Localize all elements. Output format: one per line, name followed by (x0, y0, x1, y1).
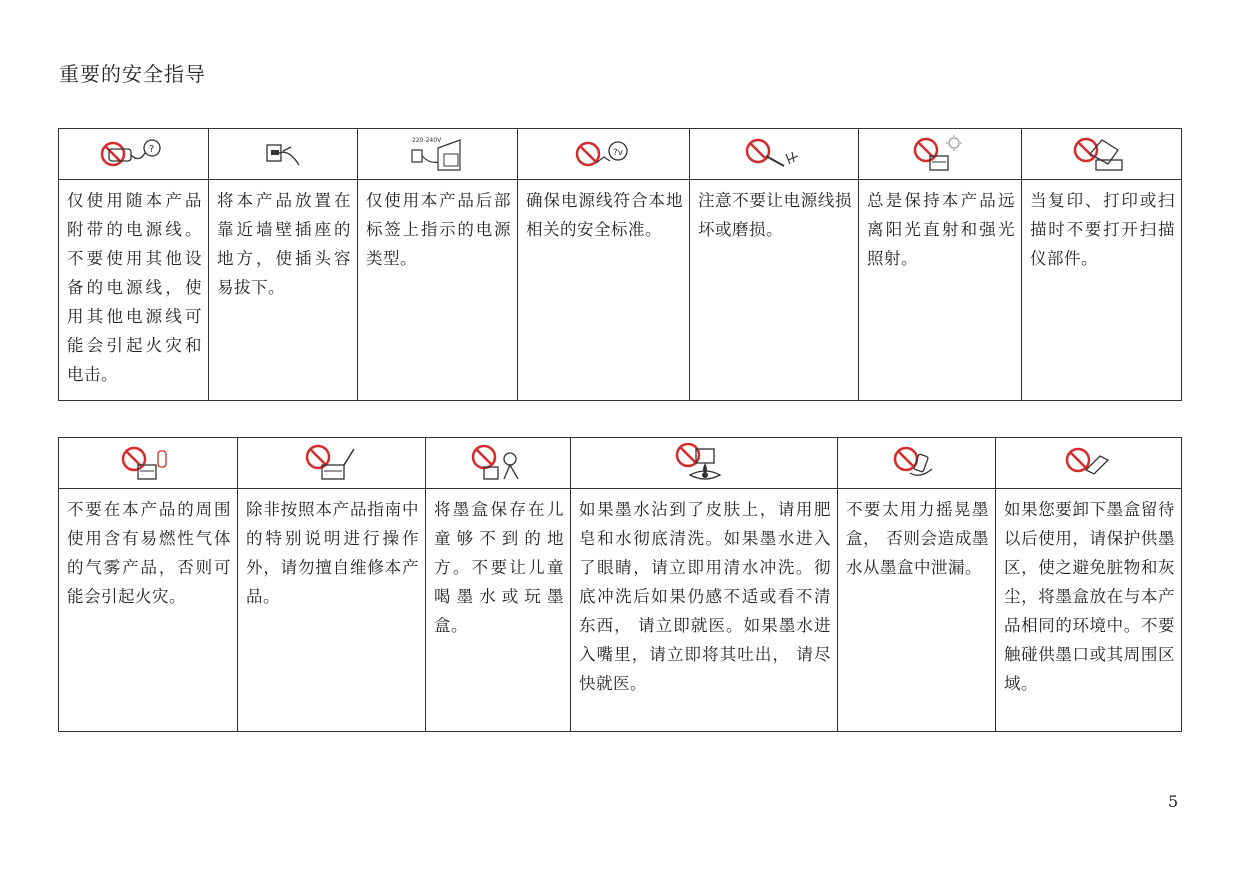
damaged-cord-icon (744, 144, 804, 163)
icon-cell (59, 438, 238, 489)
svg-text:?v: ?v (612, 148, 623, 158)
aerosol-icon (120, 453, 176, 472)
safety-text: 如果您要卸下墨盒留待以后使用，请保护供墨区，使之避免脏物和灰尘，将墨盒放在与本产品相同的环境中。不要触碰供墨口或其周围区域。 (996, 489, 1182, 732)
icon-cell (859, 129, 1022, 180)
sunlight-icon (912, 144, 968, 163)
icon-cell (209, 129, 358, 180)
safety-text: 当复印、打印或扫描时不要打开扫描仪部件。 (1022, 180, 1182, 401)
voltage-label-icon (408, 137, 468, 163)
icon-cell (238, 438, 426, 489)
safety-text: 不要太用力摇晃墨盒， 否则会造成墨水从墨盒中泄漏。 (838, 489, 996, 732)
safety-text: 如果墨水沾到了皮肤上，请用肥皂和水彻底清洗。如果墨水进入了眼睛，请立即用清水冲洗。彻底冲洗后如果仍感不适或看不清东西， 请立即就医。如果墨水进入嘴里，请立即将其吐出， 请尽快就医。 (571, 489, 838, 732)
icon-cell (358, 129, 518, 180)
icon-cell (426, 438, 571, 489)
wall-outlet-icon (263, 144, 303, 163)
icon-cell (838, 438, 996, 489)
icon-cell (518, 129, 690, 180)
page-number: 5 (1168, 792, 1179, 811)
safety-table-1 (58, 128, 1182, 401)
svg-text:220-240V: 220-240V (411, 137, 441, 144)
icon-cell (996, 438, 1182, 489)
scanner-open-icon (1072, 144, 1132, 163)
safety-text: 仅使用随本产品附带的电源线。不要使用其他设备的电源线，使用其他电源线可能会引起火灾和电击。 (59, 180, 209, 401)
icon-cell (571, 438, 838, 489)
icon-cell (1022, 129, 1182, 180)
child-ink-icon (470, 453, 526, 472)
safety-text: 将墨盒保存在儿童够不到的地方。不要让儿童喝墨水或玩墨盒。 (426, 489, 571, 732)
safety-text: 除非按照本产品指南中的特别说明进行操作外，请勿擅自维修本产品。 (238, 489, 426, 732)
power-cord-icon (99, 144, 169, 163)
screwdriver-icon (304, 453, 360, 472)
safety-text: 将本产品放置在靠近墙壁插座的地方，使插头容易拔下。 (209, 180, 358, 401)
safety-text: 不要在本产品的周围使用含有易燃性气体的气雾产品，否则可能会引起火灾。 (59, 489, 238, 732)
cartridge-port-icon (1064, 453, 1114, 472)
svg-text:?: ? (148, 144, 154, 155)
safety-table-2 (58, 437, 1182, 732)
safety-text: 确保电源线符合本地相关的安全标准。 (518, 180, 690, 401)
local-standard-cord-icon (574, 144, 634, 163)
safety-text: 仅使用本产品后部标签上指示的电源类型。 (358, 180, 518, 401)
icon-cell (690, 129, 859, 180)
page-title: 重要的安全指导 (59, 62, 206, 86)
safety-text: 总是保持本产品远离阳光直射和强光照射。 (859, 180, 1022, 401)
safety-text: 注意不要让电源线损坏或磨损。 (690, 180, 859, 401)
shake-cartridge-icon (892, 453, 942, 472)
ink-eye-icon (674, 453, 734, 472)
icon-cell (59, 129, 209, 180)
